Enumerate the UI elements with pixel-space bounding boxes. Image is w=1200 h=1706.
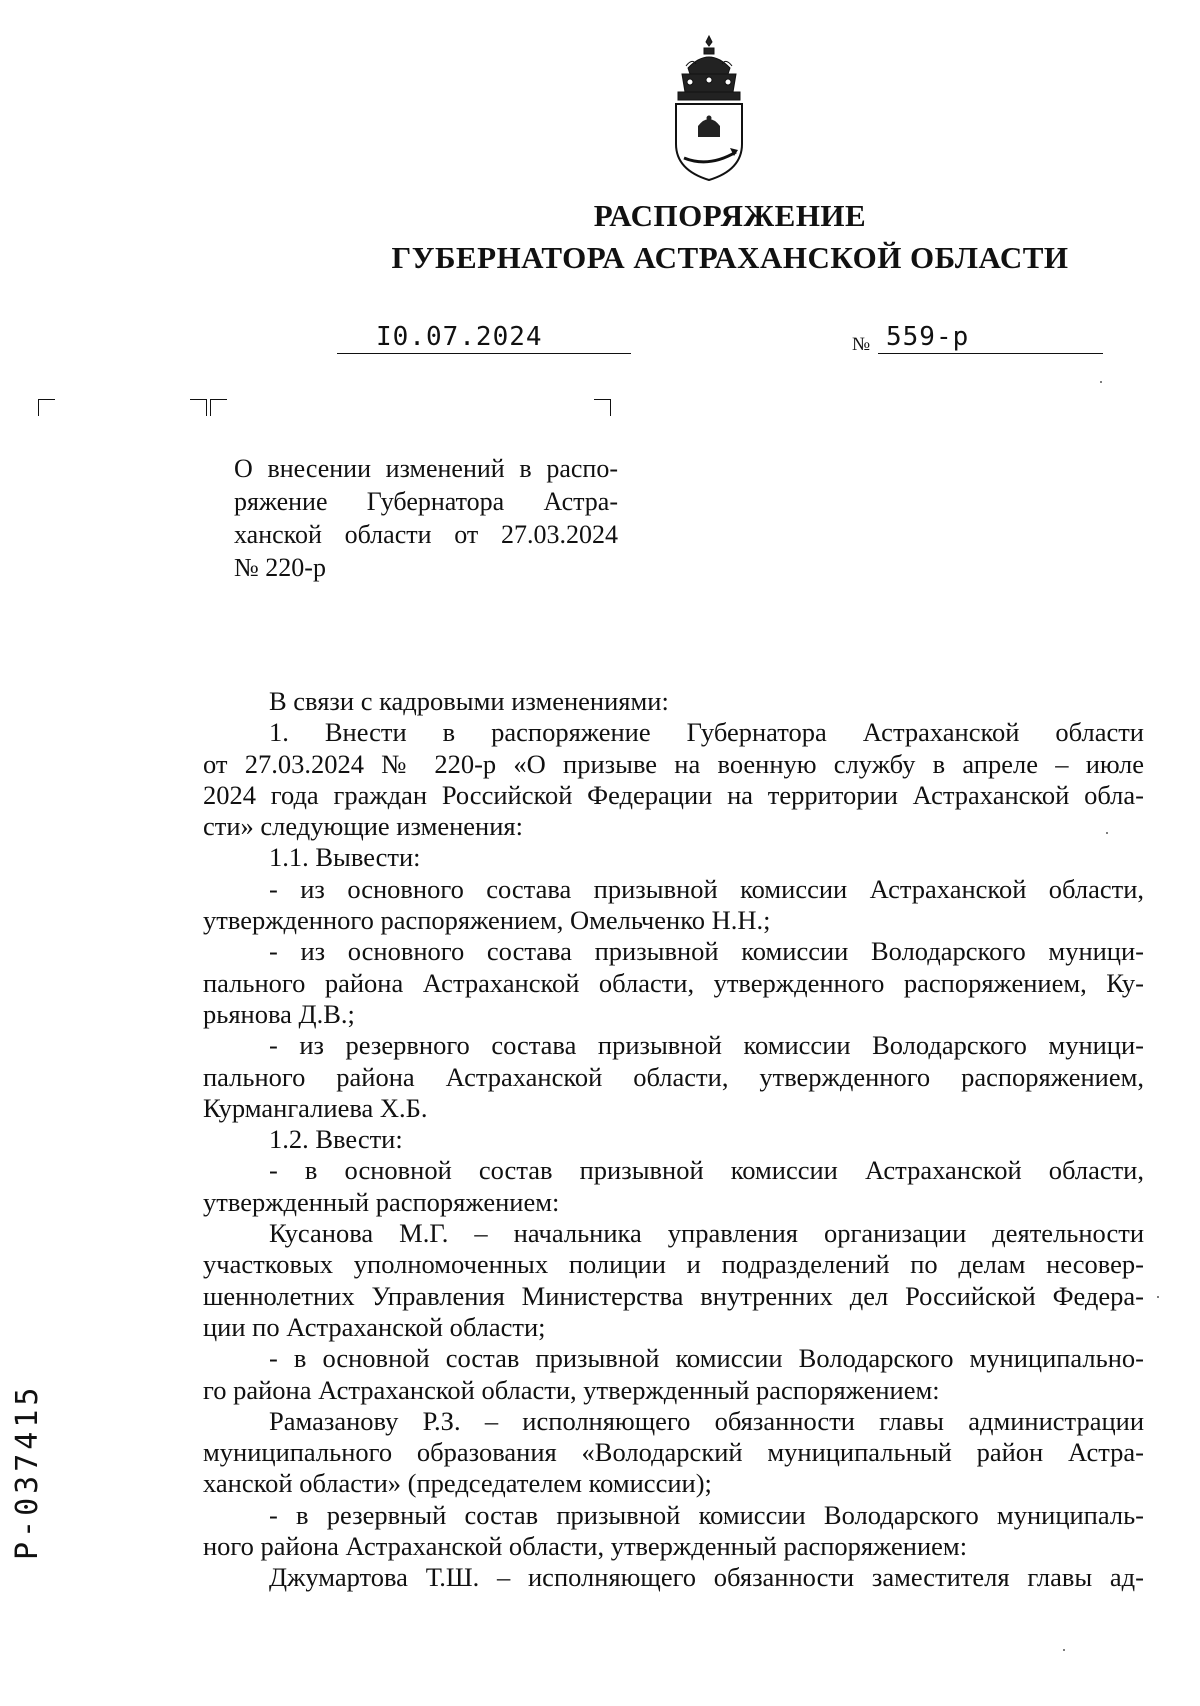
body-line: пального района Астраханской области, утвержденного распоряжением, Ку- — [203, 967, 1144, 998]
body-line: 1.1. Вывести: — [269, 842, 421, 873]
body-line: муниципального образования «Володарский муниципальный район Астра- — [203, 1437, 1144, 1468]
document-type-title: РАСПОРЯЖЕНИЕ — [593, 198, 867, 233]
document-subject — [234, 452, 618, 584]
body-line: 1. Внести в распоряжение Губернатора Астраханской области — [269, 717, 1144, 748]
number-sign: № — [852, 334, 871, 355]
date-underline — [337, 353, 631, 354]
body-line: - в основной состав призывной комиссии Астраханской области, — [269, 1155, 1144, 1186]
body-line: го района Астраханской области, утвержденный распоряжением: — [203, 1374, 940, 1405]
body-line: - в основной состав призывной комиссии Володарского муниципально- — [269, 1343, 1144, 1374]
body-line: Кусанова М.Г. – начальника управления организации деятельности — [269, 1218, 1144, 1249]
subject-corner-mark-right — [594, 399, 611, 416]
body-line: - из основного состава призывной комиссии Володарского муници- — [269, 936, 1144, 967]
body-line: Курмангалиева Х.Б. — [203, 1092, 428, 1123]
body-line: Джумартова Т.Ш. – исполняющего обязанности заместителя главы ад- — [269, 1562, 1144, 1593]
margin-corner-mark — [38, 399, 55, 416]
body-line: шеннолетних Управления Министерства внутренних дел Российской Федера- — [203, 1280, 1144, 1311]
astrakhan-coat-of-arms-icon — [668, 34, 750, 184]
body-line: - из резервного состава призывной комиссии Володарского муници- — [269, 1030, 1144, 1061]
body-line: ханской области» (председателем комиссии); — [203, 1468, 712, 1499]
body-line: сти» следующие изменения: — [203, 811, 523, 842]
body-line: 2024 года граждан Российской Федерации на территории Астраханской обла- — [203, 779, 1144, 810]
body-line: пального района Астраханской области, утвержденного распоряжением, — [203, 1061, 1144, 1092]
body-line: Рамазанову Р.З. – исполняющего обязанности главы администрации — [269, 1405, 1144, 1436]
scan-speck — [1106, 832, 1108, 834]
document-body — [203, 686, 1144, 1594]
subject-corner-mark-left-inner — [210, 399, 227, 416]
body-line: от 27.03.2024 № 220-р «О призыве на военную службу в апреле – июле — [203, 748, 1144, 779]
body-line: рьянова Д.В.; — [203, 998, 355, 1029]
document-date: I0.07.2024 — [376, 322, 543, 352]
subject-line: О внесении изменений в распо- — [234, 454, 618, 483]
document-number: 559-р — [886, 322, 970, 352]
body-line: - из основного состава призывной комиссии Астраханской области, — [269, 873, 1144, 904]
body-line: участковых уполномоченных полиции и подразделений по делам несовер- — [203, 1249, 1144, 1280]
body-line: - в резервный состав призывной комиссии Володарского муниципаль- — [269, 1499, 1144, 1530]
scan-speck — [1063, 1649, 1065, 1651]
scan-speck — [1157, 1296, 1159, 1298]
body-line: 1.2. Ввести: — [269, 1124, 403, 1155]
body-line: В связи с кадровыми изменениями: — [269, 686, 669, 716]
subject-corner-mark-left — [190, 399, 207, 416]
scan-speck — [1100, 381, 1102, 383]
form-serial-number: Р-037415 — [10, 1383, 45, 1560]
body-line: ного района Астраханской области, утвержденный распоряжением: — [203, 1531, 968, 1562]
subject-line: ряжение Губернатора Астра- — [234, 487, 618, 516]
body-line: ции по Астраханской области; — [203, 1311, 546, 1342]
body-line: утвержденный распоряжением: — [203, 1186, 560, 1217]
number-underline — [878, 353, 1103, 354]
body-line: утвержденного распоряжением, Омельченко Н.Н.; — [203, 905, 771, 936]
subject-line: № 220-р — [234, 553, 326, 582]
subject-line: ханской области от 27.03.2024 — [234, 520, 618, 549]
issuer-title: ГУБЕРНАТОРА АСТРАХАНСКОЙ ОБЛАСТИ — [391, 240, 1069, 275]
